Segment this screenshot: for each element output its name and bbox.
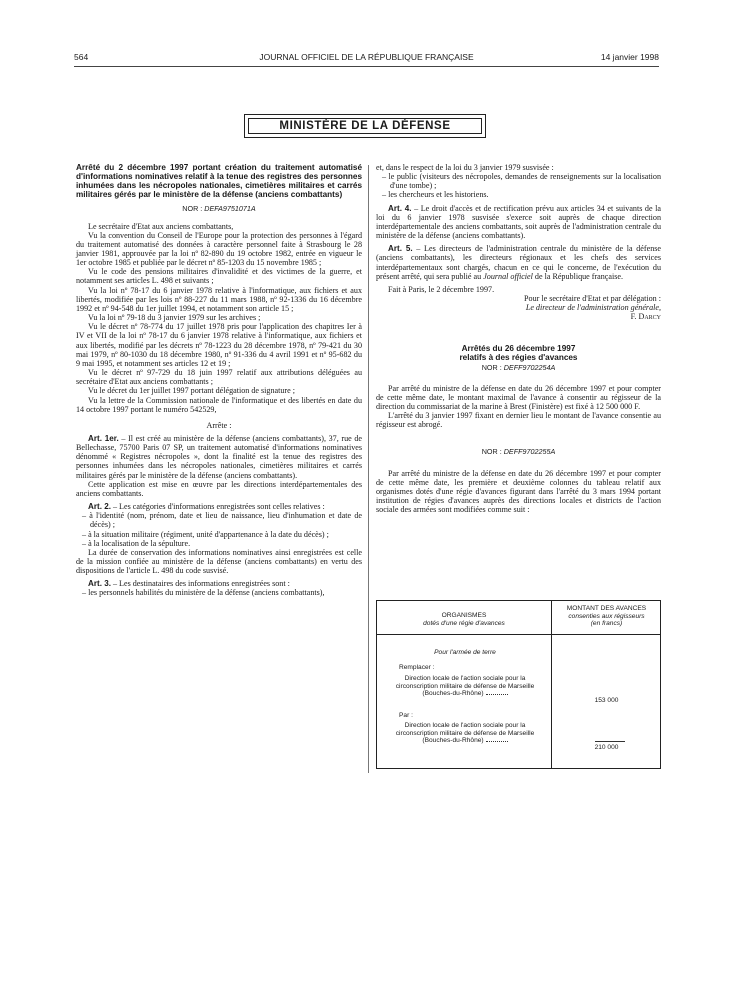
paragraph: La durée de conservation des informations nominatives ainsi enregistrées est celle de la mission confiée au ministère de la défense (anciens combattants) en vertu des dispositions de l'article L. 498 du code susvisé. — [76, 547, 362, 576]
table-row-org — [385, 675, 545, 698]
organisme-name: Direction locale de l'action sociale pour la circonscription militaire de défense de Marseille (Bouches-du-Rhône) — [395, 722, 535, 745]
article-4 — [376, 204, 661, 241]
issue-date: 14 janvier 1998 — [600, 52, 659, 62]
leader-dots — [486, 741, 508, 742]
table-vertical-rule — [551, 601, 552, 768]
signatory-title: Le directeur de l'administration générale, — [525, 303, 661, 313]
nor-reference — [376, 447, 661, 456]
paragraph: Vu la convention du Conseil de l'Europe pour la protection des personnes à l'égard du traitement automatisé des données à caractère personnel faite à Strasbourg le 28 janvier 1981, approuvée par la loi nº 82-890 du 19 octobre 1982, entrée en vigueur le 1er octobre 1985 et publiée par le décret nº 85-1203 du 15 novembre 1985 ; — [76, 230, 362, 268]
article-2 — [76, 502, 362, 511]
article-3 — [76, 579, 362, 588]
paragraph: Par arrêté du ministre de la défense en date du 26 décembre 1997 et pour compter de cette même date, les première et deuxième colonnes du tableau relatif aux organismes dotés d'une régie d'avances figurant dans l'arrêté du 3 mars 1994 portant institution de régies d'avances auprès des directions locales et districts de l'action sociale des armées sont modifiées comme suit : — [376, 468, 661, 515]
column-subheader: consenties aux régisseurs — [568, 612, 645, 620]
right-column — [376, 163, 661, 515]
table-row-amount: 210 000 — [594, 744, 619, 751]
paragraph: Par arrêté du ministre de la défense en date du 26 décembre 1997 et pour compter de cette même date, le montant maximal de l'avance à consentir au régisseur de la direction du commissariat de la marine à Brest (Finistère) est fixé à 12 500 000 F. — [376, 383, 661, 412]
nor-code: DEFA9751071A — [204, 204, 256, 214]
paragraph: Vu le décret nº 97-729 du 18 juin 1997 relatif aux attributions déléguées au secrétaire d'Etat aux anciens combattants ; — [76, 368, 362, 387]
signature-place-date: Fait à Paris, le 2 décembre 1997. — [388, 284, 495, 294]
nor-reference — [376, 363, 661, 372]
article-text: – Les directeurs de l'administration centrale du ministère de la défense (anciens combattants), les directeurs régionaux et les chefs des services interdépartementaux sont chargés, chacun en ce qui le concerne, de l'exécution du présent arrêté, qui sera publié au — [376, 244, 661, 281]
journal-title: JOURNAL OFFICIEL DE LA RÉPUBLIQUE FRANÇAISE — [259, 52, 474, 62]
article-label: Art. 3. — [88, 579, 111, 589]
article-text: – Il est créé au ministère de la défense (anciens combattants), 37, rue de Bellechasse, 75700 Paris 07 SP, un traitement automatisé d'informations nominatives dénommé « Registres nécropoles », dont la finalité est la tenue des registres des personnes inhumées dans les nécropoles nationales, cimetières militaires et carrés militaires gérés par le ministère de la défense (anciens combattants). — [76, 433, 362, 480]
arrete-heading: Arrête : — [206, 420, 232, 430]
paragraph: L'arrêté du 3 janvier 1997 fixant en dernier lieu le montant de l'avance consentie au régisseur est abrogé. — [376, 411, 661, 430]
article-label: Art. 5. — [388, 244, 413, 254]
article-text: de la République française. — [532, 271, 624, 281]
table-section-label — [385, 649, 545, 657]
nor-label: NOR : — [481, 446, 502, 456]
nor-label: NOR : — [182, 204, 203, 214]
signature-title — [376, 303, 661, 312]
list-item: – à l'identité (nom, prénom, date et lieu de naissance, lieu d'inhumation et date de décès) ; — [82, 511, 362, 530]
table-header-montant — [555, 605, 658, 628]
nor-code: DEFF9702254A — [503, 362, 556, 372]
journal-name: Journal officiel — [483, 271, 533, 281]
amount-rule — [595, 741, 625, 742]
paragraph: Cette application est mise en œuvre par les directions interdépartementales des anciens combattants. — [76, 479, 362, 498]
section-label: Pour l'armée de terre — [434, 649, 496, 656]
ministry-title: MINISTÈRE DE LA DÉFENSE — [248, 118, 482, 134]
column-header: MONTANT DES AVANCES — [566, 605, 647, 612]
paragraph: Vu la lettre de la Commission nationale de l'informatique et des libertés en date du 14 octobre 1997 portant le numéro 542529, — [76, 395, 362, 414]
nor-code: DEFF9702255A — [503, 446, 556, 456]
list-item: – le public (visiteurs des nécropoles, demandes de renseignements sur la localisation d'une tombe) ; — [382, 172, 661, 191]
continuation-text: et, dans le respect de la loi du 3 janvier 1979 susvisée : — [376, 163, 554, 172]
nor-label: NOR : — [481, 362, 502, 372]
header-rule — [74, 66, 659, 67]
article-text: – Les catégories d'informations enregistrées sont celles relatives : — [110, 502, 325, 512]
article-text: – Le droit d'accès et de rectification prévu aux articles 34 et suivants de la loi du 6 janvier 1978 susvisée s'exerce soit auprès de chaque direction interdépartementale des anciens combattants, soit auprès de l'administration centrale du ministère de la défense (anciens combattants). — [376, 203, 661, 241]
article-1 — [76, 434, 362, 480]
running-header — [74, 52, 659, 64]
replace-label: Remplacer : — [399, 664, 435, 671]
table-row-org — [385, 722, 545, 745]
ministry-box — [244, 114, 486, 138]
table-header-rule — [377, 634, 660, 635]
list-item: – à la situation militaire (régiment, unité d'appartenance à la date du décès) ; — [82, 529, 329, 539]
section-title — [376, 344, 661, 362]
section-title-line1: Arrêtés du 26 décembre 1997 — [461, 343, 576, 353]
list-item: – les chercheurs et les historiens. — [382, 190, 489, 200]
article-5 — [376, 244, 661, 281]
list-item: – les personnels habilités du ministère de la défense (anciens combattants), — [82, 588, 325, 598]
section-title-line2: relatifs à des régies d'avances — [459, 352, 578, 362]
organisme-name: Direction locale de l'action sociale pour la circonscription militaire de défense de Marseille (Bouches-du-Rhône) — [395, 675, 535, 698]
column-subheader: (en francs) — [590, 620, 623, 628]
paragraph: Le secrétaire d'Etat aux anciens combattants, — [88, 221, 234, 231]
paragraph: Vu le décret du 1er juillet 1997 portant délégation de signature ; — [88, 386, 295, 396]
paragraph: Vu la loi nº 78-17 du 6 janvier 1978 relative à l'informatique, aux fichiers et aux libertés, modifiée par les lois nº 88-227 du 11 mars 1988, nº 92-1336 du 16 décembre 1992 et nº 94-548 du 1er juillet 1994, et notamment son article 15 ; — [76, 285, 362, 313]
article-text: – Les destinataires des informations enregistrées sont : — [110, 579, 290, 589]
page-number: 564 — [74, 52, 89, 62]
left-column — [76, 163, 362, 598]
paragraph: Vu la loi nº 79-18 du 3 janvier 1979 sur les archives ; — [88, 313, 261, 323]
nor-reference — [76, 204, 362, 213]
table-header-organismes — [381, 612, 547, 627]
article-label: Art. 4. — [388, 203, 412, 213]
table-row-amount: 153 000 — [594, 697, 619, 704]
by-label: Par : — [399, 712, 413, 719]
article-label: Art. 1er. — [88, 433, 119, 443]
paragraph: Vu le code des pensions militaires d'invalidité et des victimes de la guerre, et notamment ses articles L. 498 et suivants ; — [76, 267, 362, 286]
signatory-name: F. Darcy — [630, 312, 661, 322]
article-label: Art. 2. — [88, 502, 111, 512]
column-header: ORGANISMES — [441, 612, 487, 619]
column-separator — [368, 165, 369, 773]
leader-dots — [486, 694, 508, 695]
list-item: – à la localisation de la sépulture. — [82, 538, 191, 548]
column-subheader: dotés d'une régie d'avances — [423, 619, 505, 627]
signature-line: Pour le secrétaire d'Etat et par délégation : — [524, 294, 661, 304]
decree-title: Arrêté du 2 décembre 1997 portant création du traitement automatisé d'informations nominatives relatif à la tenue des registres des personnes inhumées dans les nécropoles nationales, cimetières militaires et carrés militaires gérés par le ministère de la défense (anciens combattants) — [76, 163, 362, 200]
advances-table — [376, 600, 661, 769]
paragraph: Vu le décret nº 78-774 du 17 juillet 1978 pris pour l'application des chapitres Ier à IV et VII de la loi nº 78-17 du 6 janvier 1978 relative à l'informatique, aux fichiers et aux libertés, modifié par les décrets nº 78-1223 du 28 décembre 1978, nº 79-421 du 30 mai 1979, nº 80-1030 du 18 décembre 1980, nº 91-336 du 4 avril 1991 et nº 95-682 du 9 mai 1995, et notamment ses articles 12 et 19 ; — [76, 322, 362, 368]
